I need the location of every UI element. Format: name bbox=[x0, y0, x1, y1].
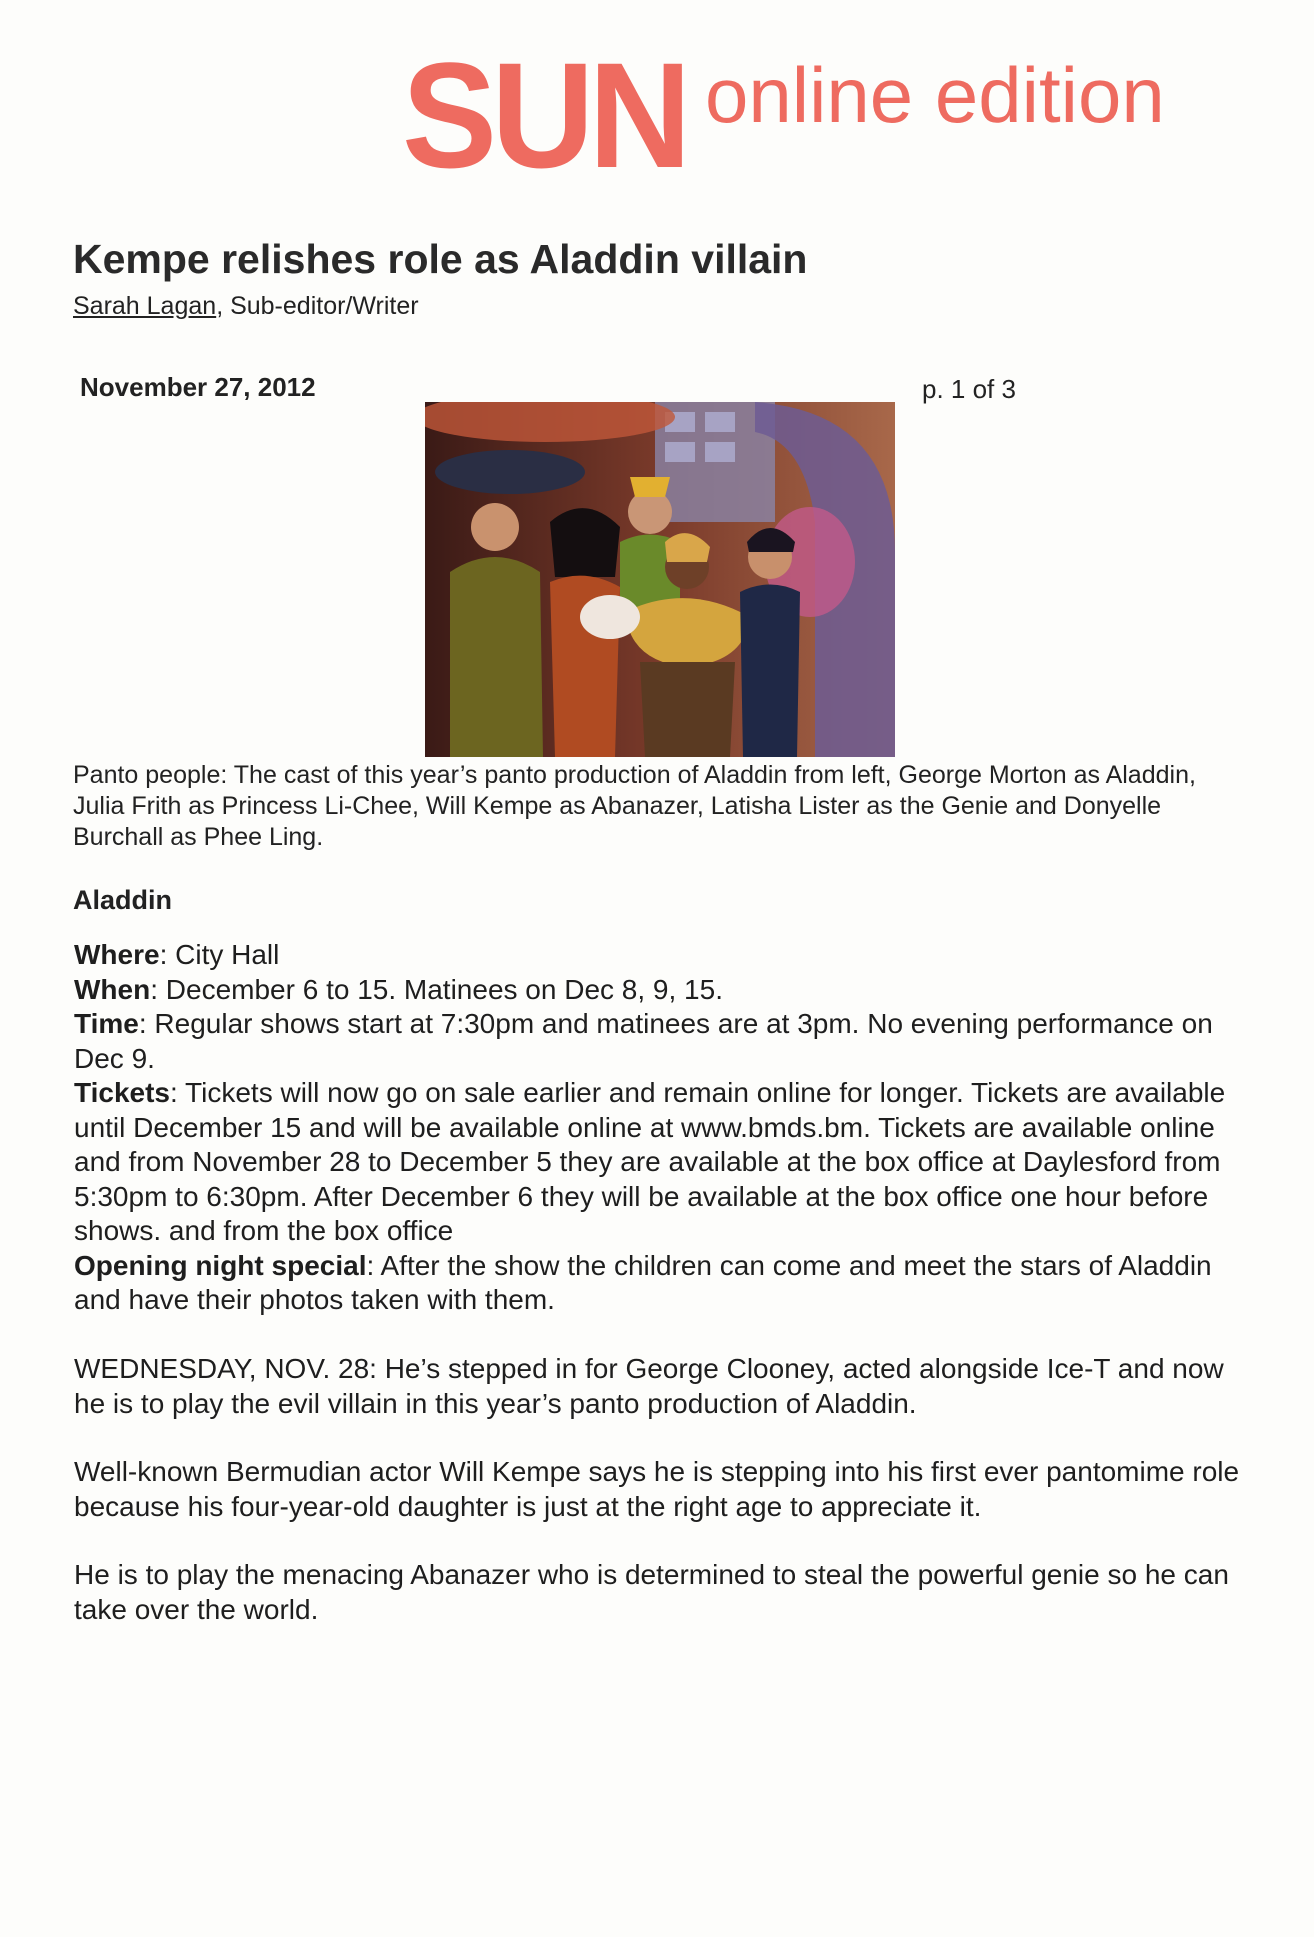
detail-where: Where: City Hall bbox=[74, 939, 280, 970]
byline bbox=[73, 292, 419, 321]
logo-online-edition: online edition bbox=[705, 51, 1165, 139]
masthead-logo bbox=[402, 31, 1222, 199]
article-body bbox=[74, 1352, 1254, 1661]
author-link[interactable]: Sarah Lagan bbox=[73, 292, 217, 320]
article-headline: Kempe relishes role as Aladdin villain bbox=[73, 236, 808, 282]
event-details bbox=[74, 938, 1254, 1318]
cast-photo bbox=[425, 402, 895, 757]
photo-caption: Panto people: The cast of this year’s panto production of Aladdin from left, George Morton as Aladdin, Julia Frith as Princess Li-Chee, Will Kempe as Abanazer, Latisha Lister as the Genie and Donyelle Burchall as Phee Ling. bbox=[73, 761, 1196, 851]
author-role: , Sub-editor/Writer bbox=[216, 292, 419, 320]
body-paragraph: He is to play the menacing Abanazer who is determined to steal the powerful genie so he can take over the world. bbox=[74, 1559, 1229, 1625]
logo-sun: SUN bbox=[402, 31, 686, 199]
detail-time: Time: Regular shows start at 7:30pm and matinees are at 3pm. No evening performance on Dec 9. bbox=[74, 1008, 1213, 1074]
page-number: p. 1 of 3 bbox=[922, 374, 1016, 404]
event-title: Aladdin bbox=[73, 885, 172, 915]
body-paragraph: WEDNESDAY, NOV. 28: He’s stepped in for George Clooney, acted alongside Ice-T and now he is to play the evil villain in this year’s panto production of Aladdin. bbox=[74, 1353, 1224, 1419]
publish-date: November 27, 2012 bbox=[80, 372, 316, 402]
detail-tickets: Tickets: Tickets will now go on sale earlier and remain online for longer. Tickets are available until December 15 and will be available online at www.bmds.bm. Tickets are available online and from November 28 to December 5 they are available at the box office at Daylesford from 5:30pm to 6:30pm. After December 6 they will be available at the box office one hour before shows. and from the box office bbox=[74, 1077, 1226, 1246]
body-paragraph: Well-known Bermudian actor Will Kempe says he is stepping into his first ever pantomime role because his four-year-old daughter is just at the right age to appreciate it. bbox=[74, 1456, 1240, 1522]
detail-opening-night: Opening night special: After the show the children can come and meet the stars of Aladdin and have their photos taken with them. bbox=[74, 1249, 1212, 1315]
detail-when: When: December 6 to 15. Matinees on Dec 8, 9, 15. bbox=[74, 973, 723, 1005]
